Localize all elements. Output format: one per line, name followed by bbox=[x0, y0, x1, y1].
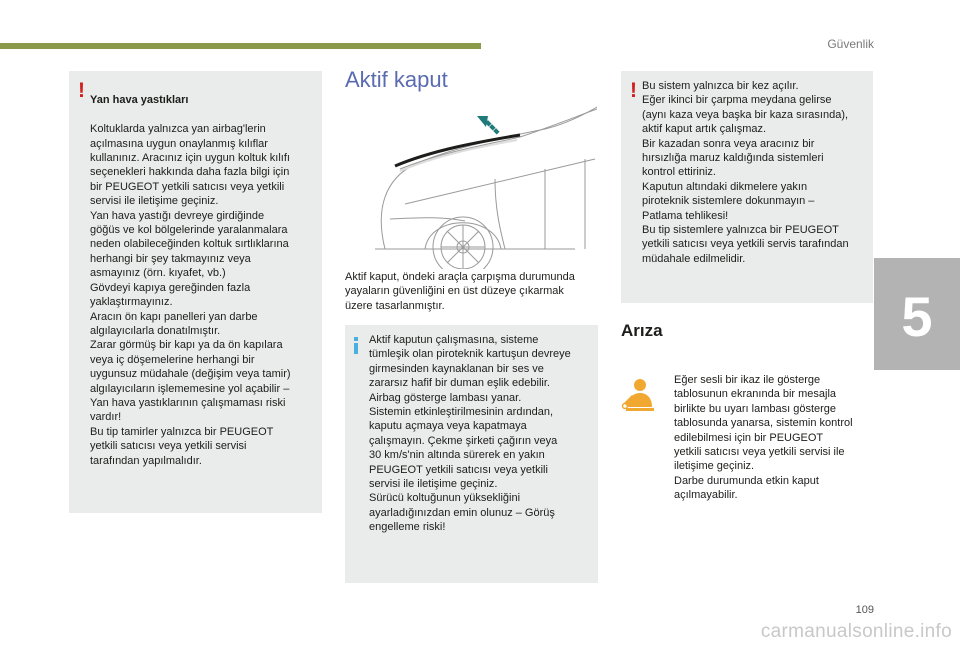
one-time-warning-text: Bu sistem yalnızca bir kez açılır. Eğer ikinci bir çarpma meydana gelirse (aynı kaza veya başka bir kaza sırasında), aktif kaput artık çalışmaz. Bir kazadan sonra veya aracınız bir hırsızlığa maruz kaldığında sistemleri kontrol ettiriniz. Kaputun altındaki dikmelere yakın piroteknik sistemlere dokunmayın – Patlama tehlikesi! Bu tip sistemlere yalnızca bir PEUGEOT yetkili satıcısı veya yetkili servis tarafından müdahale edilmelidir. bbox=[642, 80, 849, 265]
side-airbag-warning-box bbox=[69, 71, 322, 513]
mechanic-service-icon bbox=[620, 375, 660, 415]
active-bonnet-info-box bbox=[345, 325, 598, 583]
header-accent-bar bbox=[0, 43, 481, 49]
exclamation-warning-icon: ! bbox=[78, 79, 85, 102]
side-airbag-title: Yan hava yastıkları bbox=[90, 94, 189, 107]
info-icon bbox=[354, 337, 358, 354]
side-airbag-text bbox=[90, 79, 320, 482]
watermark: carmanualsonline.info bbox=[760, 621, 952, 642]
fault-heading: Arıza bbox=[621, 321, 663, 340]
active-bonnet-info-text: Aktif kaputun çalışmasına, sisteme tümleşik olan piroteknik kartuşun devreye girmesinden kaynaklanan bir ses ve zararsız hafif bir duman eşlik edebilir. Airbag gösterge lambası yanar. Sistemin etkinleştirilmesinin ardından, kaputu açmaya veya kapatmaya çalışmayın. Çekme şirketi çağırın veya 30 km/s'nin altında sürerek en yakın PEUGEOT yetkili satıcısı veya yetkili servisi ile iletişime geçiniz. Sürücü koltuğunun yüksekliğini ayarladığınızdan emin olunuz – Görüş engelleme riski! bbox=[369, 334, 571, 534]
page-title: Aktif kaput bbox=[345, 67, 448, 92]
active-bonnet-car-illustration bbox=[345, 99, 597, 269]
exclamation-warning-icon: ! bbox=[630, 79, 637, 102]
chapter-tab bbox=[874, 258, 960, 370]
fault-text: Eğer sesli bir ikaz ile gösterge tablosunun ekranında bir mesajla birlikte bu uyarı lambası gösterge tablosunda yanarsa, sistemin kontrol edilebilmesi için bir PEUGEOT yetkili satıcısı veya yetkili servisi ile iletişime geçiniz. Darbe durumunda etkin kaput açılmayabilir. bbox=[674, 374, 853, 502]
page-number: 109 bbox=[855, 604, 874, 616]
chapter-number: 5 bbox=[901, 285, 933, 348]
section-title: Güvenlik bbox=[827, 37, 874, 51]
one-time-warning-box bbox=[621, 71, 873, 303]
side-airbag-body: Koltuklarda yalnızca yan airbag'lerin açılmasına uygun onaylanmış kılıflar kullanınız. Aracınız için uygun koltuk kılıfı seçenekleri hakkında daha fazla bilgi için bir PEUGEOT yetkili satıcısı veya yetkili servisi ile iletişime geçiniz. Yan hava yastığı devreye girdiğinde göğüs ve kol bölgelerinde yaralanmalara neden olabileceğinden koltuk sırtlıklarına herhangi bir şey takmayınız veya asmayınız (örn. kıyafet, vb.) Gövdeyi kapıya gereğinden fazla yaklaştırmayınız. Aracın ön kapı panelleri yan darbe algılayıcılarla donatılmıştır. Zarar görmüş bir kapı ya da ön kapılara veya iç döşemelerine herhangi bir uygunsuz müdahale (değişim veya tamir) algılayıcıların işlememesine yol açabilir – Yan hava yastıklarının çalışmaması riski vardır! Bu tip tamirler yalnızca bir PEUGEOT yetkili satıcısı veya yetkili servisi tarafından yapılmalıdır. bbox=[90, 123, 291, 467]
active-bonnet-intro: Aktif kaput, öndeki araçla çarpışma durumunda yayaların güvenliğini en üst düzeye çıkarmak üzere tasarlanmıştır. bbox=[345, 271, 575, 312]
